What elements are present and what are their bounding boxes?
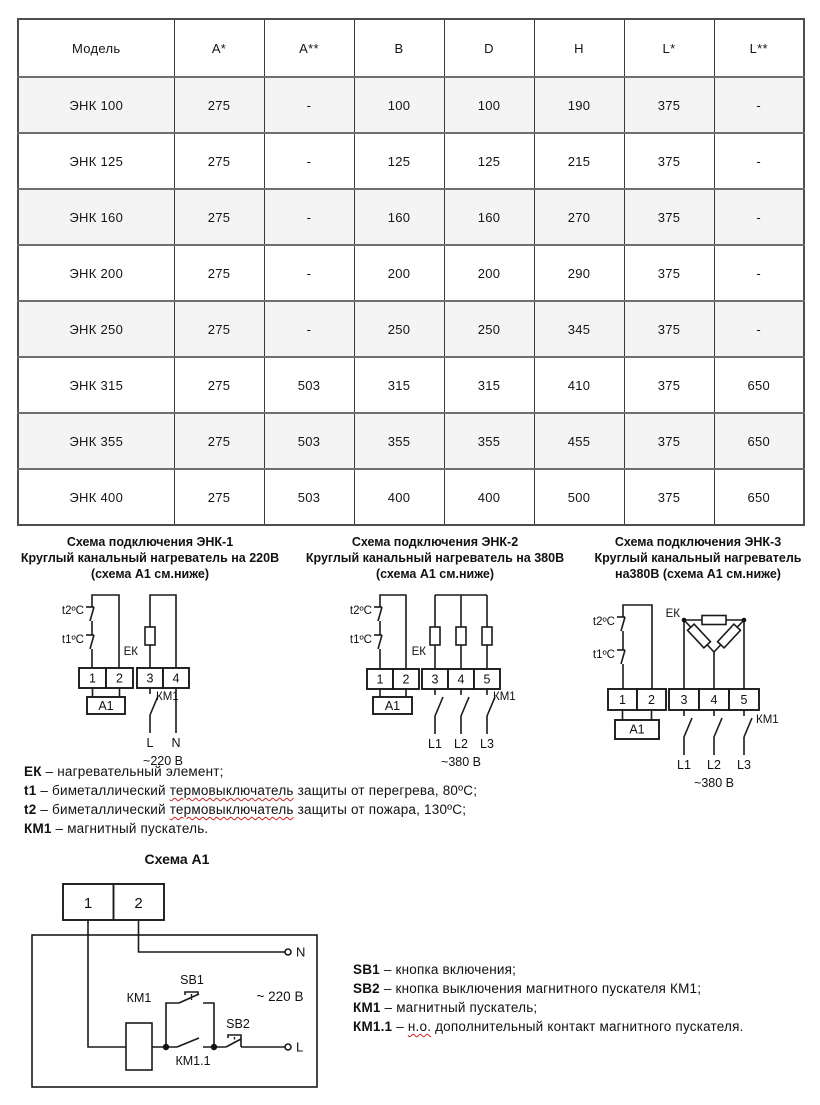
diagram-title-line: Схема подключения ЭНК-3 — [614, 535, 782, 549]
table-row — [18, 189, 804, 245]
dim-cell: 650 — [714, 357, 804, 413]
diagram-title-line: (схема А1 см.ниже) — [90, 567, 210, 581]
terminal-number: 5 — [740, 693, 748, 707]
enk1-schematic — [30, 587, 270, 769]
legend-line — [24, 762, 477, 781]
column-header: B — [354, 19, 444, 77]
phase-l2-label: L2 — [454, 737, 468, 751]
phase-l2-label: L2 — [707, 758, 721, 772]
table-row — [18, 301, 804, 357]
dim-cell: 100 — [444, 77, 534, 133]
table-row — [18, 133, 804, 189]
dim-cell: 375 — [624, 357, 714, 413]
legend-term: КМ1 — [353, 1000, 381, 1015]
phase-l3-label: L3 — [480, 737, 494, 751]
km11-contact-label: КМ1.1 — [175, 1054, 211, 1068]
km1-contact-label: КМ1 — [493, 691, 516, 703]
dim-cell: 275 — [174, 469, 264, 525]
diagram-enk1 — [15, 534, 285, 769]
a1-label: А1 — [384, 699, 401, 713]
legend-text-misspelled: термовыключатель — [169, 783, 294, 798]
model-cell: ЭНК 160 — [18, 189, 174, 245]
phase-l-label: L — [146, 736, 154, 750]
dim-cell: 503 — [264, 413, 354, 469]
dim-cell: - — [264, 245, 354, 301]
dim-cell: - — [714, 301, 804, 357]
km1-contact-label: КМ1 — [156, 691, 179, 703]
voltage-label: ~380 В — [694, 776, 734, 790]
legend-text-misspelled: термовыключатель — [169, 802, 294, 817]
voltage-label: ~ 220 В — [256, 989, 304, 1004]
legend-line — [353, 979, 744, 998]
terminal-number: 1 — [89, 671, 96, 686]
dim-cell: 125 — [354, 133, 444, 189]
dim-cell: 275 — [174, 357, 264, 413]
dim-cell: 100 — [354, 77, 444, 133]
column-header: A* — [174, 19, 264, 77]
sb1-label: SB1 — [180, 973, 204, 987]
legend-term: КМ1.1 — [353, 1019, 393, 1034]
dim-cell: 250 — [354, 301, 444, 357]
dim-cell: 375 — [624, 77, 714, 133]
phase-l-label: L — [296, 1039, 304, 1055]
dim-cell: 400 — [444, 469, 534, 525]
column-header: D — [444, 19, 534, 77]
model-cell: ЭНК 125 — [18, 133, 174, 189]
dim-cell: 455 — [534, 413, 624, 469]
scheme-legend — [353, 960, 744, 1036]
dim-cell: 400 — [354, 469, 444, 525]
terminal-number: 5 — [483, 672, 491, 687]
diagram-title-line: Круглый канальный нагреватель — [594, 551, 802, 565]
diagram-title-line: Схема подключения ЭНК-2 — [351, 535, 519, 549]
diagram-enk1-title — [15, 534, 285, 582]
t1-label: t1ºC — [61, 634, 84, 646]
components-legend — [24, 762, 477, 838]
legend-text: – кнопка включения; — [379, 962, 517, 977]
dim-cell: 275 — [174, 245, 264, 301]
junction-node — [163, 1044, 169, 1050]
neutral-label: N — [171, 736, 181, 750]
ek-label: ЕК — [665, 608, 680, 620]
t2-label: t2ºC — [592, 616, 615, 628]
legend-text: – нагревательный элемент; — [41, 764, 224, 779]
column-header: L** — [714, 19, 804, 77]
terminal-number: 1 — [619, 693, 626, 707]
terminal-number: 3 — [431, 672, 439, 687]
legend-text: – биметаллический — [36, 802, 170, 817]
terminal-number: 4 — [457, 672, 465, 687]
diagram-enk2-title — [295, 534, 575, 582]
dim-cell: 160 — [444, 189, 534, 245]
scheme-a1-terminal-block — [63, 884, 164, 920]
scheme-a1 — [20, 845, 355, 1100]
neutral-label: N — [296, 944, 306, 960]
dim-cell: 355 — [444, 413, 534, 469]
table-row — [18, 357, 804, 413]
terminal-number: 3 — [146, 671, 154, 686]
dim-cell: 275 — [174, 133, 264, 189]
dim-cell: 215 — [534, 133, 624, 189]
km1-coil-symbol — [126, 1023, 152, 1070]
heating-element-symbol — [430, 627, 440, 645]
km1-coil-label: КМ1 — [126, 991, 152, 1005]
legend-text: – магнитный пускатель; — [380, 1000, 538, 1015]
dim-cell: 270 — [534, 189, 624, 245]
table-header-row — [18, 19, 804, 77]
enk2-schematic — [330, 587, 570, 779]
model-cell: ЭНК 315 — [18, 357, 174, 413]
legend-line — [24, 800, 477, 819]
diagram-title-line: Круглый канальный нагреватель на 220В — [20, 551, 280, 565]
enk3-schematic — [580, 587, 820, 799]
dim-cell: 275 — [174, 77, 264, 133]
legend-text: защиты от перегрева, 80ºС; — [293, 783, 478, 798]
dim-cell: 410 — [534, 357, 624, 413]
legend-line — [353, 998, 744, 1017]
t1-label: t1ºC — [349, 634, 372, 646]
heating-element-symbol — [482, 627, 492, 645]
a1-label: А1 — [98, 699, 114, 713]
legend-term: SB1 — [353, 962, 380, 977]
dim-cell: 125 — [444, 133, 534, 189]
dim-cell: 315 — [354, 357, 444, 413]
column-header: L* — [624, 19, 714, 77]
diagram-enk3-title — [578, 534, 818, 582]
legend-term: ЕК — [24, 764, 42, 779]
dim-cell: 345 — [534, 301, 624, 357]
ek-label: ЕК — [411, 646, 426, 658]
model-cell: ЭНК 250 — [18, 301, 174, 357]
terminal-number: 4 — [710, 693, 718, 707]
t2-label: t2ºC — [349, 605, 372, 617]
table-row — [18, 77, 804, 133]
l-terminal — [285, 1044, 291, 1050]
dim-cell: 503 — [264, 469, 354, 525]
dim-cell: 375 — [624, 301, 714, 357]
ek-label: ЕК — [123, 646, 138, 658]
dim-cell: 250 — [444, 301, 534, 357]
dim-cell: 375 — [624, 133, 714, 189]
legend-term: SB2 — [353, 981, 380, 996]
phase-l1-label: L1 — [677, 758, 691, 772]
heating-element-symbol — [456, 627, 466, 645]
legend-line — [353, 960, 744, 979]
legend-term: t1 — [24, 783, 37, 798]
table-row — [18, 469, 804, 525]
dim-cell: - — [264, 133, 354, 189]
dim-cell: 503 — [264, 357, 354, 413]
legend-line — [24, 819, 477, 838]
diagram-enk2 — [295, 534, 575, 779]
diagram-title-line: (схема А1 см.ниже) — [375, 567, 495, 581]
terminal-number: 1 — [376, 672, 384, 687]
dim-cell: - — [714, 189, 804, 245]
terminal-number: 2 — [648, 693, 655, 707]
dim-cell: 275 — [174, 301, 264, 357]
legend-line — [353, 1017, 744, 1036]
dim-cell: 200 — [354, 245, 444, 301]
terminal-number: 2 — [116, 671, 123, 686]
column-header-model: Модель — [18, 19, 174, 77]
legend-text: – биметаллический — [36, 783, 170, 798]
heating-element-symbol — [688, 624, 711, 648]
dim-cell: 190 — [534, 77, 624, 133]
dim-cell: 375 — [624, 413, 714, 469]
legend-text: – магнитный пускатель. — [51, 821, 209, 836]
phase-l1-label: L1 — [428, 737, 442, 751]
t2-label: t2ºC — [61, 605, 84, 617]
legend-line — [24, 781, 477, 800]
dim-cell: 375 — [624, 245, 714, 301]
dim-cell: - — [714, 133, 804, 189]
dim-cell: - — [714, 245, 804, 301]
n-terminal — [285, 949, 291, 955]
scheme-a1-wiring — [88, 920, 285, 1070]
phase-l3-label: L3 — [737, 758, 751, 772]
table-row — [18, 245, 804, 301]
dim-cell: 200 — [444, 245, 534, 301]
terminal-number: 2 — [134, 895, 143, 912]
diagram-title-line: Круглый канальный нагреватель на 380В — [305, 551, 565, 565]
junction-node — [211, 1044, 217, 1050]
dim-cell: - — [264, 189, 354, 245]
terminal-number: 4 — [172, 671, 180, 686]
terminal-number: 2 — [402, 672, 410, 687]
model-cell: ЭНК 400 — [18, 469, 174, 525]
legend-term: t2 — [24, 802, 37, 817]
heating-element-symbol — [145, 627, 155, 645]
dim-cell: 290 — [534, 245, 624, 301]
dim-cell: 275 — [174, 189, 264, 245]
terminal-number: 1 — [83, 895, 93, 912]
a1-label: А1 — [629, 722, 645, 737]
dim-cell: 160 — [354, 189, 444, 245]
model-cell: ЭНК 200 — [18, 245, 174, 301]
diagram-title-line: Схема подключения ЭНК-1 — [66, 535, 234, 549]
legend-text: – — [392, 1019, 408, 1034]
heating-element-symbol — [718, 624, 741, 648]
sb2-label: SB2 — [226, 1017, 250, 1031]
voltage-label: ~380 В — [441, 755, 481, 769]
dim-cell: 375 — [624, 189, 714, 245]
dim-cell: 375 — [624, 469, 714, 525]
legend-text: – кнопка выключения магнитного пускателя КМ1; — [379, 981, 702, 996]
dim-cell: 650 — [714, 469, 804, 525]
diagram-title-line: на380В (схема А1 см.ниже) — [615, 567, 781, 581]
dim-cell: - — [264, 301, 354, 357]
dim-cell: 500 — [534, 469, 624, 525]
heating-element-symbol — [702, 616, 726, 625]
dim-cell: - — [264, 77, 354, 133]
model-cell: ЭНК 100 — [18, 77, 174, 133]
dim-cell: - — [714, 77, 804, 133]
scheme-a1-title: Схема А1 — [144, 851, 210, 867]
dimensions-table — [17, 18, 805, 526]
table-row — [18, 413, 804, 469]
column-header: A** — [264, 19, 354, 77]
voltage-label: ~220 В — [143, 754, 183, 768]
model-cell: ЭНК 355 — [18, 413, 174, 469]
t1-label: t1ºC — [592, 649, 615, 661]
terminal-number: 3 — [680, 693, 688, 707]
column-header: H — [534, 19, 624, 77]
dim-cell: 650 — [714, 413, 804, 469]
legend-text-misspelled: н.о. — [407, 1019, 432, 1034]
diagram-enk3 — [578, 534, 818, 799]
dim-cell: 315 — [444, 357, 534, 413]
dim-cell: 275 — [174, 413, 264, 469]
legend-text: дополнительный контакт магнитного пускателя. — [431, 1019, 744, 1034]
dim-cell: 355 — [354, 413, 444, 469]
legend-text: защиты от пожара, 130ºС; — [293, 802, 467, 817]
km1-contact-label: КМ1 — [756, 714, 779, 726]
legend-term: КМ1 — [24, 821, 52, 836]
